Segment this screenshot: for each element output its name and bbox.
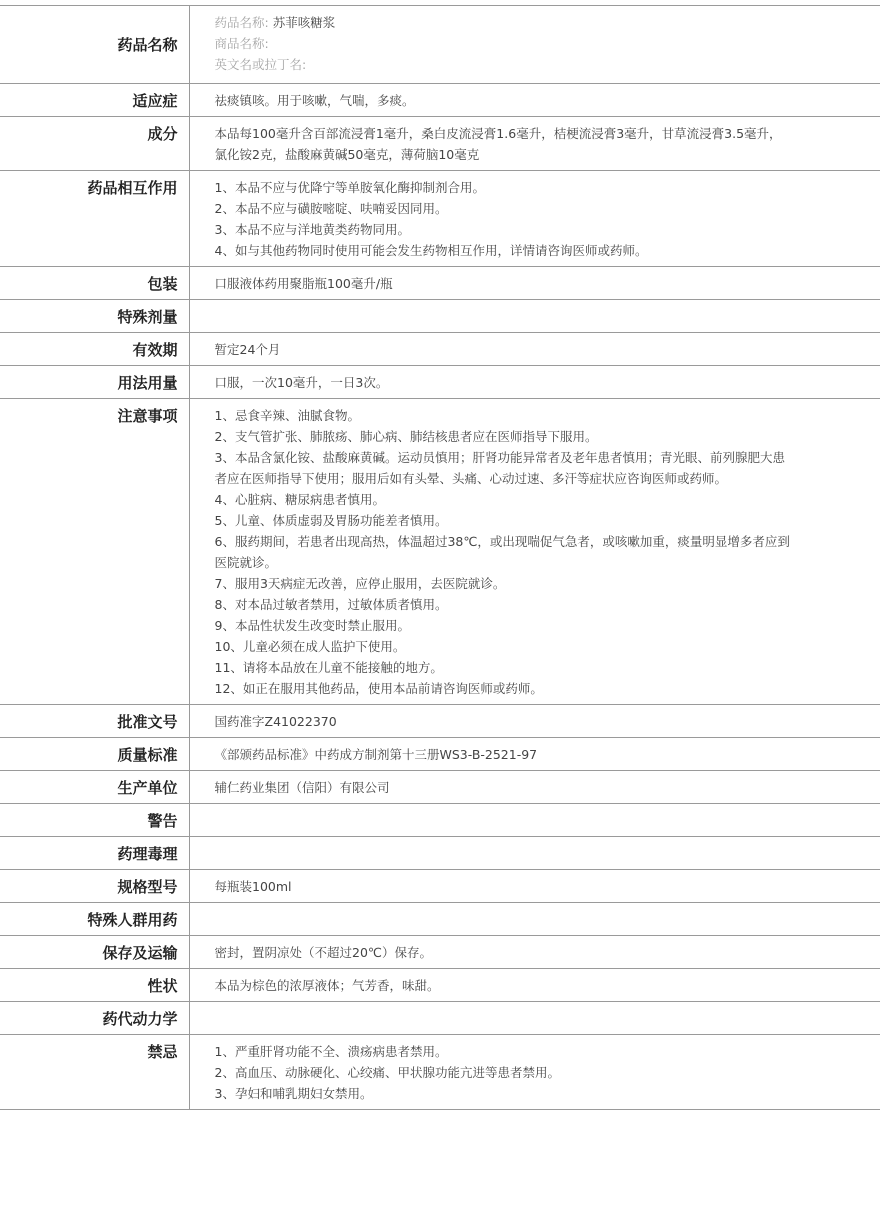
text-line: 2、支气管扩张、肺脓疡、肺心病、肺结核患者应在医师指导下服用。 (214, 429, 598, 444)
row-interactions (0, 171, 880, 267)
row-precautions (0, 399, 880, 705)
row-standard (0, 738, 880, 771)
english-name-label: 英文名或拉丁名: (214, 57, 307, 72)
value-interactions (189, 171, 880, 267)
text-line: 12、如正在服用其他药品，使用本品前请咨询医师或药师。 (214, 681, 543, 696)
label-storage: 保存及运输 (0, 936, 189, 969)
row-usage (0, 366, 880, 399)
text-line: 3、孕妇和哺乳期妇女禁用。 (214, 1086, 373, 1101)
text-line: 暂定24个月 (214, 342, 281, 357)
value-standard (189, 738, 880, 771)
text-line: 7、服用3天病症无改善，应停止服用，去医院就诊。 (214, 576, 506, 591)
text-line: 5、儿童、体质虚弱及胃肠功能差者慎用。 (214, 513, 448, 528)
label-manufacturer: 生产单位 (0, 771, 189, 804)
value-pharmacology (189, 837, 880, 870)
label-usage: 用法用量 (0, 366, 189, 399)
label-approval: 批准文号 (0, 705, 189, 738)
value-validity (189, 333, 880, 366)
text-line: 8、对本品过敏者禁用，过敏体质者慎用。 (214, 597, 448, 612)
text-line: 辅仁药业集团（信阳）有限公司 (214, 780, 390, 795)
text-line: 2、高血压、动脉硬化、心绞痛、甲状腺功能亢进等患者禁用。 (214, 1065, 560, 1080)
row-approval (0, 705, 880, 738)
label-package: 包装 (0, 267, 189, 300)
value-precautions (189, 399, 880, 705)
row-pharmacokinetics (0, 1002, 880, 1035)
row-storage (0, 936, 880, 969)
value-pharmacokinetics (189, 1002, 880, 1035)
text-line: 《部颁药品标准》中药成方制剂第十三册WS3-B-2521-97 (214, 747, 538, 762)
label-standard: 质量标准 (0, 738, 189, 771)
text-line: 9、本品性状发生改变时禁止服用。 (214, 618, 410, 633)
text-line: 祛痰镇咳。用于咳嗽，气喘，多痰。 (214, 93, 415, 108)
row-validity (0, 333, 880, 366)
trade-name-label: 商品名称: (214, 36, 269, 51)
row-ingredients (0, 117, 880, 171)
label-contraindications: 禁忌 (0, 1035, 189, 1110)
value-special-dosage (189, 300, 880, 333)
spec-rows (0, 84, 880, 1110)
row-contraindications (0, 1035, 880, 1110)
label-validity: 有效期 (0, 333, 189, 366)
text-line: 3、本品含氯化铵、盐酸麻黄碱。运动员慎用；肝肾功能异常者及老年患者慎用；青光眼、前列腺肥大患者应在医师指导下使用；服用后如有头晕、头痛、心动过速、多汗等症状应咨询医师或药师。 (214, 450, 785, 486)
text-line: 6、服药期间，若患者出现高热，体温超过38℃，或出现喘促气急者，或咳嗽加重，痰量明显增多者应到医院就诊。 (214, 534, 790, 570)
label-ingredients: 成分 (0, 117, 189, 171)
text-line: 国药准字Z41022370 (214, 714, 337, 729)
text-line: 1、忌食辛辣、油腻食物。 (214, 408, 360, 423)
row-indication (0, 84, 880, 117)
text-line: 4、心脏病、糖尿病患者慎用。 (214, 492, 385, 507)
label-warning: 警告 (0, 804, 189, 837)
value-spec (189, 870, 880, 903)
value-appearance (189, 969, 880, 1002)
text-line: 11、请将本品放在儿童不能接触的地方。 (214, 660, 443, 675)
label-special-groups: 特殊人群用药 (0, 903, 189, 936)
row-warning (0, 804, 880, 837)
text-line: 4、如与其他药物同时使用可能会发生药物相互作用，详情请咨询医师或药师。 (214, 243, 648, 258)
drug-spec-table (0, 5, 880, 1110)
row-special-dosage (0, 300, 880, 333)
label-spec: 规格型号 (0, 870, 189, 903)
text-line: 本品为棕色的浓厚液体；气芳香，味甜。 (214, 978, 440, 993)
value-warning (189, 804, 880, 837)
label-interactions: 药品相互作用 (0, 171, 189, 267)
generic-name-label: 药品名称: (214, 15, 269, 30)
label-precautions: 注意事项 (0, 399, 189, 705)
row-manufacturer (0, 771, 880, 804)
text-line: 2、本品不应与磺胺嘧啶、呋喃妥因同用。 (214, 201, 448, 216)
generic-name-value: 苏菲咳糖浆 (272, 15, 336, 30)
value-manufacturer (189, 771, 880, 804)
text-line: 口服液体药用聚脂瓶100毫升/瓶 (214, 276, 393, 291)
text-line: 口服，一次10毫升，一日3次。 (214, 375, 389, 390)
value-ingredients (189, 117, 880, 171)
row-appearance (0, 969, 880, 1002)
row-pharmacology (0, 837, 880, 870)
text-line: 3、本品不应与洋地黄类药物同用。 (214, 222, 410, 237)
label-appearance: 性状 (0, 969, 189, 1002)
text-line: 每瓶装100ml (214, 879, 292, 894)
label-drug-name: 药品名称 (0, 6, 189, 84)
value-contraindications (189, 1035, 880, 1110)
row-spec (0, 870, 880, 903)
text-line: 1、本品不应与优降宁等单胺氧化酶抑制剂合用。 (214, 180, 485, 195)
value-package (189, 267, 880, 300)
row-drug-name (0, 6, 880, 84)
text-line: 本品每100毫升含百部流浸膏1毫升，桑白皮流浸膏1.6毫升，桔梗流浸膏3毫升，甘草流浸膏3.5毫升，氯化铵2克，盐酸麻黄碱50毫克，薄荷脑10毫克 (214, 126, 782, 162)
value-usage (189, 366, 880, 399)
label-special-dosage: 特殊剂量 (0, 300, 189, 333)
drug-name-values (189, 6, 880, 84)
row-special-groups (0, 903, 880, 936)
text-line: 1、严重肝肾功能不全、溃疡病患者禁用。 (214, 1044, 448, 1059)
text-line: 密封，置阴凉处（不超过20℃）保存。 (214, 945, 432, 960)
label-pharmacology: 药理毒理 (0, 837, 189, 870)
value-special-groups (189, 903, 880, 936)
label-pharmacokinetics: 药代动力学 (0, 1002, 189, 1035)
value-indication (189, 84, 880, 117)
value-storage (189, 936, 880, 969)
value-approval (189, 705, 880, 738)
row-package (0, 267, 880, 300)
text-line: 10、儿童必须在成人监护下使用。 (214, 639, 406, 654)
label-indication: 适应症 (0, 84, 189, 117)
